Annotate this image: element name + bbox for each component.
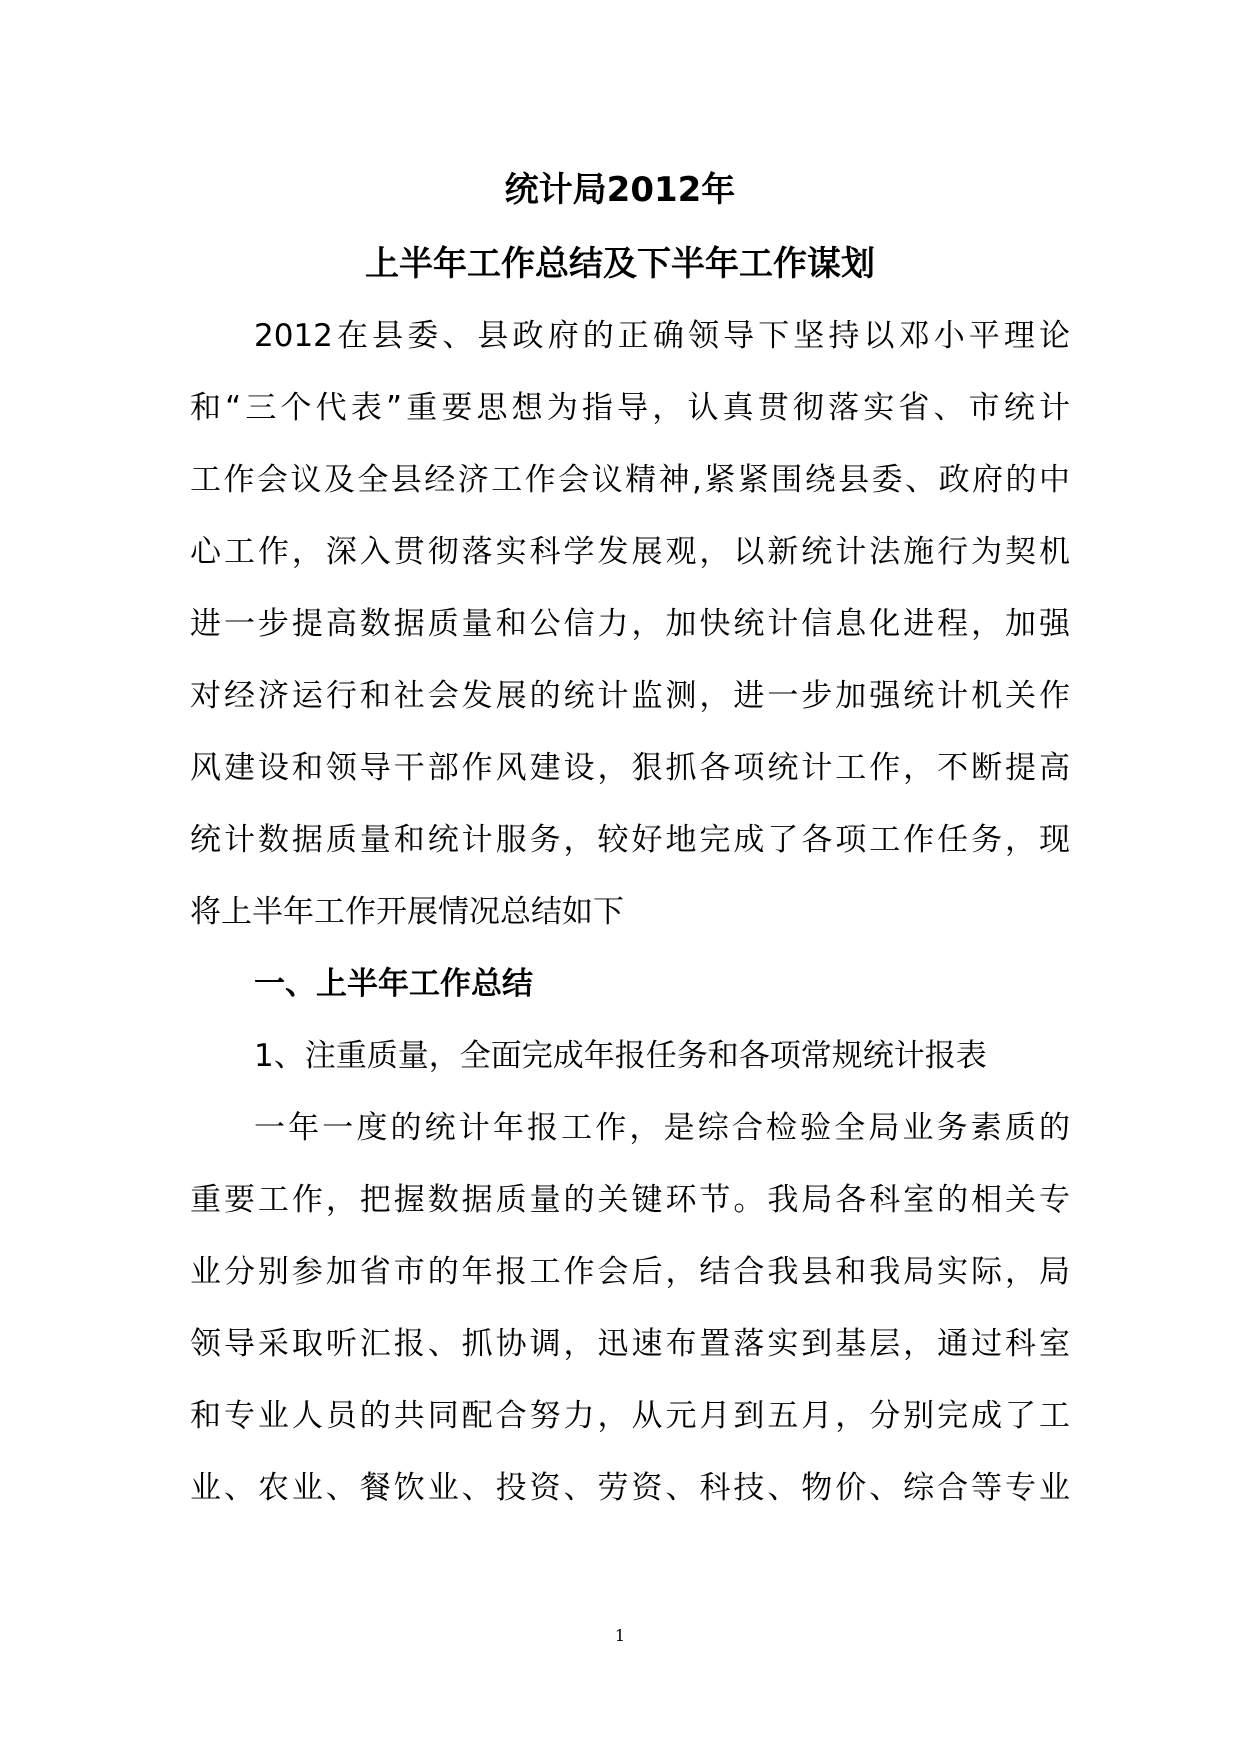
page-number: 1: [614, 1626, 626, 1645]
body-paragraph-line: 重要工作，把握数据质量的关键环节。我局各科室的相关专: [190, 1182, 1070, 1218]
body-paragraph-line: 和专业人员的共同配合努力，从元月到五月，分别完成了工: [190, 1398, 1070, 1434]
intro-paragraph-line: 对经济运行和社会发展的统计监测，进一步加强统计机关作: [190, 678, 1070, 714]
intro-paragraph-line: 心工作，深入贯彻落实科学发展观，以新统计法施行为契机: [190, 534, 1070, 570]
intro-paragraph-line: 统计数据质量和统计服务，较好地完成了各项工作任务，现: [190, 822, 1070, 858]
intro-paragraph-line: 工作会议及全县经济工作会议精神,紧紧围绕县委、政府的中: [190, 462, 1070, 498]
intro-paragraph-line: 2012在县委、县政府的正确领导下坚持以邓小平理论: [254, 318, 1070, 354]
body-paragraph-line: 业、农业、餐饮业、投资、劳资、科技、物价、综合等专业: [190, 1470, 1070, 1506]
intro-paragraph-line: 将上半年工作开展情况总结如下: [190, 894, 624, 930]
body-paragraph-line: 领导采取听汇报、抓协调，迅速布置落实到基层，通过科室: [190, 1326, 1070, 1362]
section-heading: 一、上半年工作总结: [254, 966, 533, 1002]
subsection-heading: 1、注重质量，全面完成年报任务和各项常规统计报表: [254, 1038, 987, 1074]
document-subtitle: 上半年工作总结及下半年工作谋划: [365, 244, 875, 284]
body-paragraph-line: 业分别参加省市的年报工作会后，结合我县和我局实际，局: [190, 1254, 1070, 1290]
intro-paragraph-line: 进一步提高数据质量和公信力，加快统计信息化进程，加强: [190, 606, 1070, 642]
intro-paragraph-line: 和“三个代表”重要思想为指导，认真贯彻落实省、市统计: [190, 390, 1070, 426]
intro-paragraph-line: 风建设和领导干部作风建设，狠抓各项统计工作，不断提高: [190, 750, 1070, 786]
document-title: 统计局2012年: [504, 170, 736, 210]
body-paragraph-line: 一年一度的统计年报工作，是综合检验全局业务素质的: [254, 1110, 1070, 1146]
